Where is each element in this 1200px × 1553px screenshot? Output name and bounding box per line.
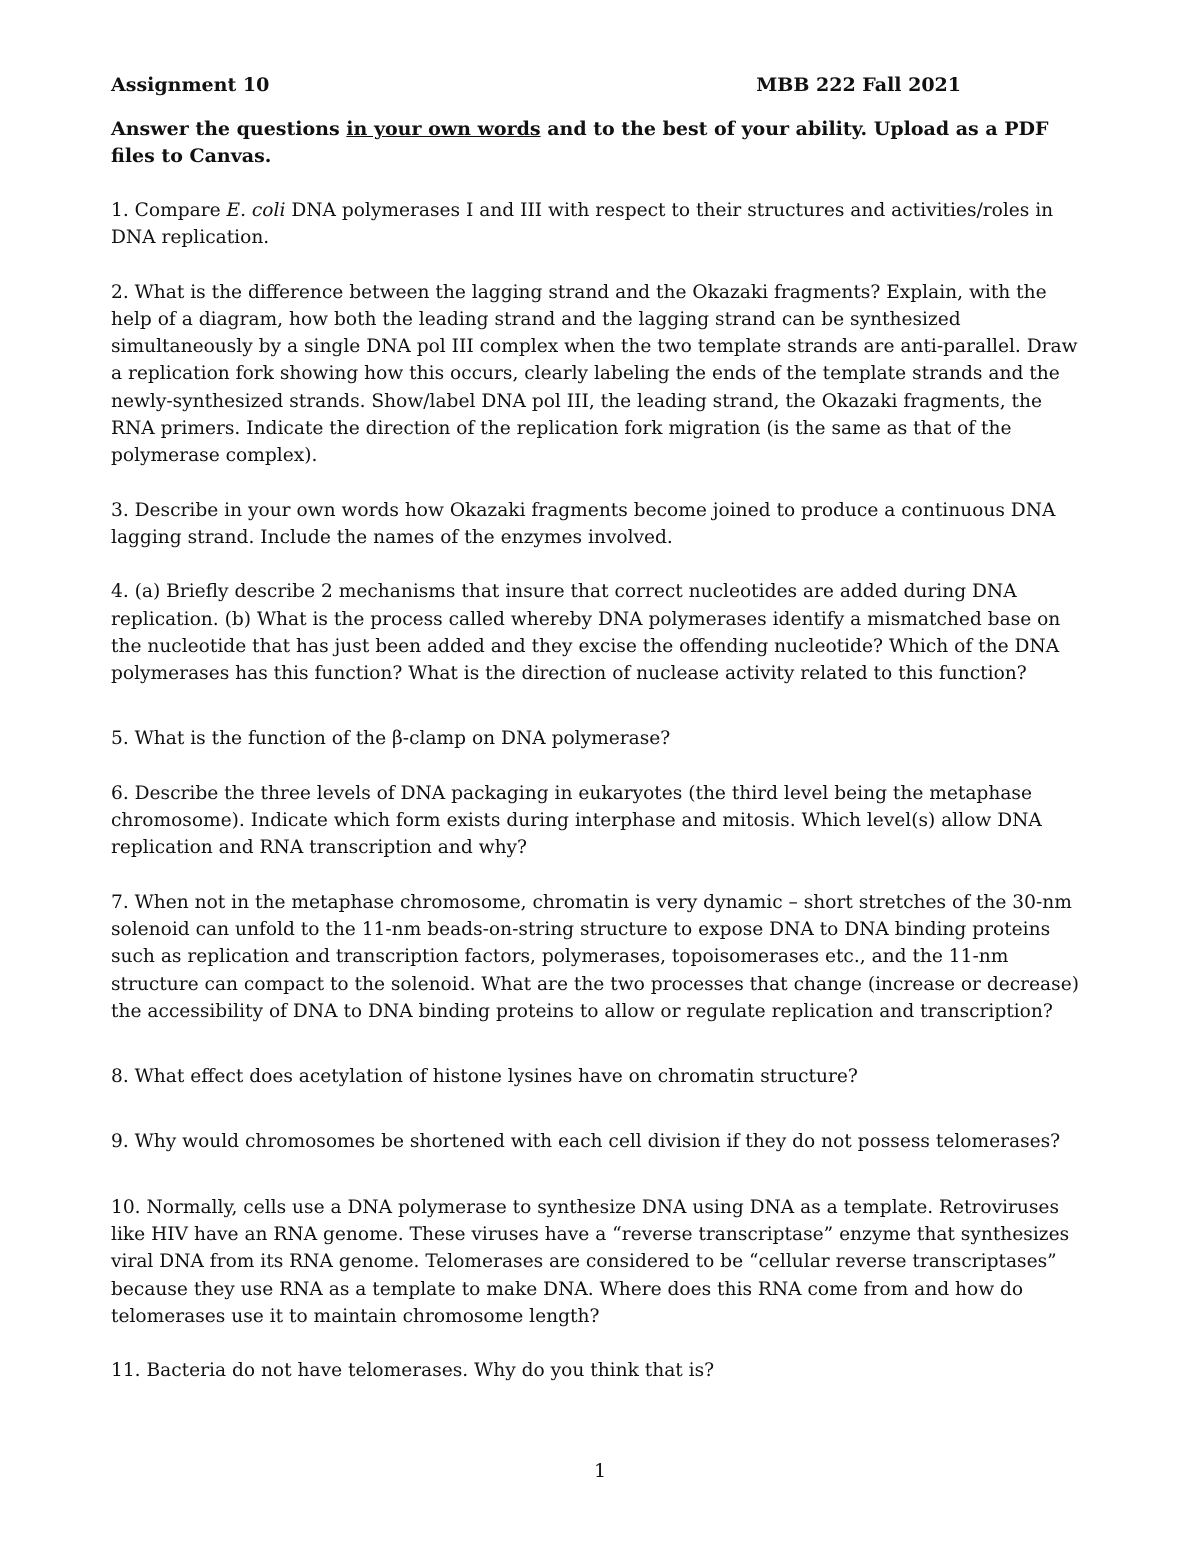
question-9: 9. Why would chromosomes be shortened with each cell division if they do not possess telomerases?: [111, 1131, 1061, 1153]
header: [111, 72, 961, 98]
question-6: 6. Describe the three levels of DNA packaging in eukaryotes (the third level being the metaphase chromosome). Indicate which form exists during interphase and mitosis. Which level(s) allow DNA replication and RNA transcription and why?: [111, 782, 1042, 859]
question-1: [111, 197, 1086, 252]
instructions: [111, 116, 1086, 170]
document-page: [111, 72, 1091, 1385]
question-1-italic: E. coli: [226, 200, 286, 221]
assignment-title: Assignment 10: [111, 74, 270, 96]
question-5: 5. What is the function of the β-clamp on DNA polymerase?: [111, 728, 671, 750]
question-8: 8. What effect does acetylation of histone lysines have on chromatin structure?: [111, 1066, 858, 1088]
course-label: MBB 222 Fall 2021: [756, 74, 961, 96]
question-4: 4. (a) Briefly describe 2 mechanisms that insure that correct nucleotides are added during DNA replication. (b) What is the process called whereby DNA polymerases identify a mismatched base on the nucleotide that has just been added and they excise the offending nucleotide? Which of the DNA polymerases has this function? What is the direction of nuclease activity related to this function?: [111, 581, 1061, 685]
question-1-end: DNA polymerases I and III with respect to their structures and activities/roles in DNA replication.: [111, 200, 1054, 249]
instructions-underlined: in your own words: [346, 118, 541, 140]
instructions-text-before: Answer the questions: [111, 118, 347, 140]
question-1-start: 1. Compare: [111, 200, 227, 221]
question-11: 11. Bacteria do not have telomerases. Why do you think that is?: [111, 1360, 715, 1382]
question-3: 3. Describe in your own words how Okazaki fragments become joined to produce a continuous DNA lagging strand. Include the names of the enzymes involved.: [111, 499, 1056, 548]
instructions-text-after: and to the best of your ability. Upload as a PDF files to Canvas.: [111, 118, 1049, 167]
page-number: 1: [593, 1460, 607, 1482]
question-7: 7. When not in the metaphase chromosome, chromatin is very dynamic – short stretches of the 30-nm solenoid can unfold to the 11-nm beads-on-string structure to expose DNA to DNA binding proteins such as replication and transcription factors, polymerases, topoisomerases etc., and the 11-nm structure can compact to the solenoid. What are the two processes that change (increase or decrease) the accessibility of DNA to DNA binding proteins to allow or regulate replication and transcription?: [111, 891, 1079, 1022]
question-2: 2. What is the difference between the lagging strand and the Okazaki fragments? Explain, with the help of a diagram, how both the leading strand and the lagging strand can be synthesized simultaneously by a single DNA pol III complex when the two template strands are anti-parallel. Draw a replication fork showing how this occurs, clearly labeling the ends of the template strands and the newly-synthesized strands. Show/label DNA pol III, the leading strand, the Okazaki fragments, the RNA primers. Indicate the direction of the replication fork migration (is the same as that of the polymerase complex).: [111, 281, 1078, 467]
question-10: 10. Normally, cells use a DNA polymerase to synthesize DNA using DNA as a template. Retroviruses like HIV have an RNA genome. These viruses have a “reverse transcriptase” enzyme that synthesizes viral DNA from its RNA genome. Telomerases are considered to be “cellular reverse transcriptases” because they use RNA as a template to make DNA. Where does this RNA come from and how do telomerases use it to maintain chromosome length?: [111, 1196, 1070, 1327]
